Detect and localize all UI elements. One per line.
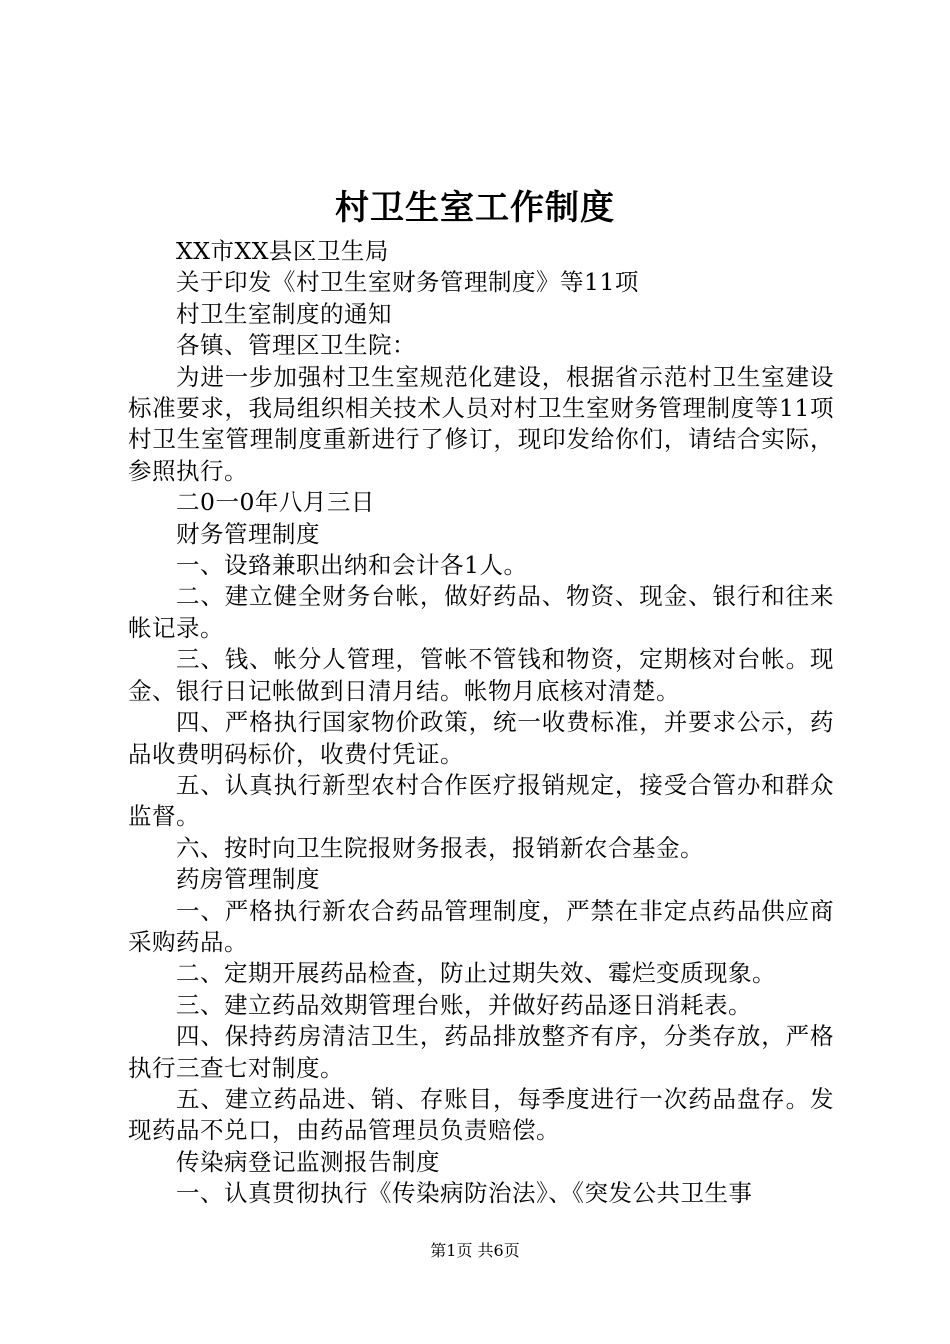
paragraph-finance-4: 四、严格执行国家物价政策，统一收费标准，并要求公示，药品收费明码标价，收费付凭证。 bbox=[128, 708, 834, 768]
paragraph-pharmacy-3: 三、建立药品效期管理台账，并做好药品逐日消耗表。 bbox=[176, 990, 752, 1019]
paragraph-date: 二0一0年八月三日 bbox=[176, 488, 375, 517]
paragraph-finance-2: 二、建立健全财务台帐，做好药品、物资、现金、银行和往来帐记录。 bbox=[128, 582, 834, 642]
document-body bbox=[128, 236, 834, 1210]
paragraph-finance-1: 一、设臵兼职出纳和会计各1人。 bbox=[176, 551, 528, 580]
paragraph-finance-3: 三、钱、帐分人管理，管帐不管钱和物资，定期核对台帐。现金、银行日记帐做到日清月结。帐物月底核对清楚。 bbox=[128, 645, 834, 705]
section-heading-pharmacy: 药房管理制度 bbox=[176, 865, 320, 894]
section-heading-infectious-disease: 传染病登记监测报告制度 bbox=[176, 1147, 440, 1176]
paragraph-pharmacy-5: 五、建立药品进、销、存账目，每季度进行一次药品盘存。发现药品不兑口，由药品管理员负责赔偿。 bbox=[128, 1084, 834, 1145]
paragraph-finance-6: 六、按时向卫生院报财务报表，报销新农合基金。 bbox=[176, 833, 704, 862]
paragraph-pharmacy-2: 二、定期开展药品检查，防止过期失效、霉烂变质现象。 bbox=[176, 959, 776, 988]
paragraph-notice-body: 为进一步加强村卫生室规范化建设，根据省示范村卫生室建设标准要求，我局组织相关技术人员对村卫生室财务管理制度等11项村卫生室管理制度重新进行了修订，现印发给你们，请结合实际，参照执行。 bbox=[128, 362, 834, 485]
paragraph-notice-title-1: 关于印发《村卫生室财务管理制度》等11项 bbox=[176, 268, 639, 297]
document-title: 村卫生室工作制度 bbox=[335, 188, 615, 228]
page-footer: 第1页 共6页 bbox=[430, 1241, 520, 1260]
paragraph-finance-5: 五、认真执行新型农村合作医疗报销规定，接受合管办和群众监督。 bbox=[128, 770, 834, 831]
paragraph-infectious-disease-1: 一、认真贯彻执行《传染病防治法》、《突发公共卫生事 bbox=[176, 1179, 753, 1208]
paragraph-pharmacy-1: 一、严格执行新农合药品管理制度，严禁在非定点药品供应商采购药品。 bbox=[128, 896, 834, 956]
paragraph-pharmacy-4: 四、保持药房清洁卫生，药品排放整齐有序，分类存放，严格执行三查七对制度。 bbox=[128, 1022, 834, 1082]
paragraph-recipients: 各镇、管理区卫生院： bbox=[176, 331, 416, 360]
section-heading-finance: 财务管理制度 bbox=[176, 519, 320, 548]
paragraph-issuer: XX市XX县区卫生局 bbox=[176, 237, 389, 265]
paragraph-notice-title-2: 村卫生室制度的通知 bbox=[176, 299, 392, 328]
